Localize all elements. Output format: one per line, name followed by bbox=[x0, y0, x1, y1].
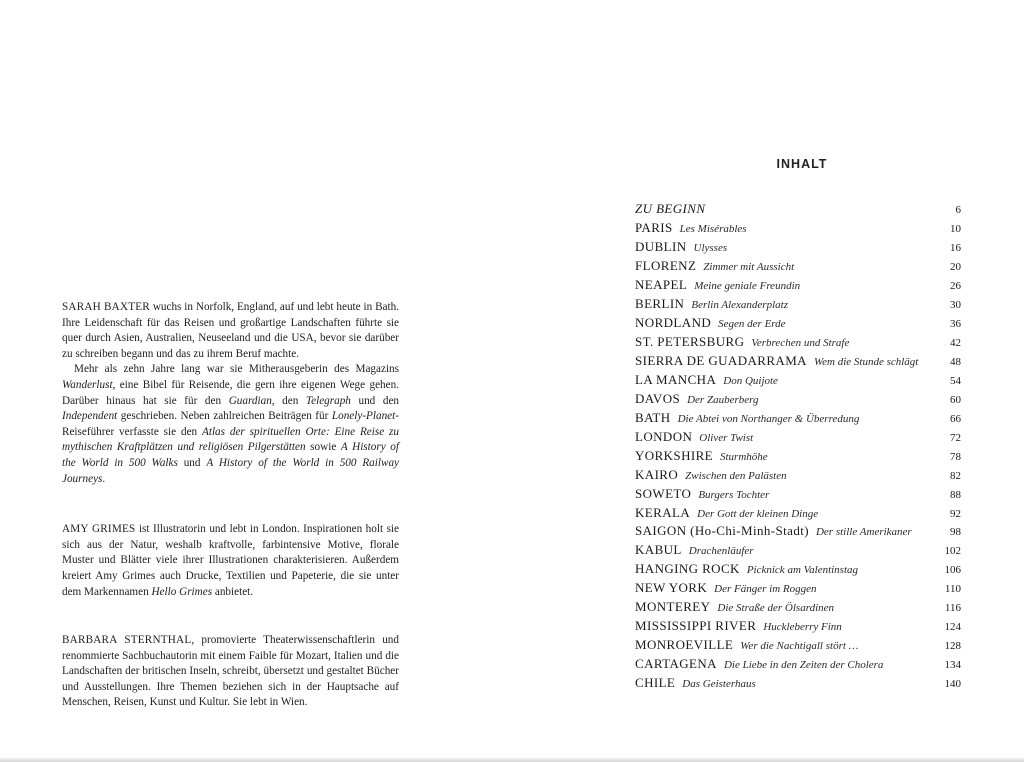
toc-page-number: 82 bbox=[950, 469, 961, 482]
toc-place: CHILE bbox=[635, 675, 676, 691]
newspaper-title: Guardian bbox=[228, 394, 272, 407]
toc-entry bbox=[635, 448, 961, 467]
toc-work: Les Misérables bbox=[679, 222, 747, 235]
toc-page-number: 10 bbox=[950, 222, 961, 235]
toc-entry bbox=[635, 505, 961, 524]
toc-place: BERLIN bbox=[635, 295, 685, 311]
toc-page-number: 98 bbox=[950, 526, 961, 539]
bio-sarah-paragraph-1 bbox=[62, 300, 399, 362]
page-bottom-edge bbox=[0, 758, 1024, 762]
toc-page-number: 60 bbox=[950, 393, 961, 406]
toc-entry bbox=[635, 258, 961, 277]
toc-place: LONDON bbox=[635, 428, 693, 444]
toc-page-number: 78 bbox=[950, 450, 961, 463]
toc-entry bbox=[635, 637, 961, 656]
toc-place: KAIRO bbox=[635, 466, 679, 482]
toc-entry bbox=[635, 220, 961, 239]
bio-text: wuchs in Norfolk, England, auf und lebt heute in Bath. Ihre Leidenschaft für das Reisen und großartige Landschaften führte sie quer durch Asien, Australien, Neuseeland und die USA, bevor sie darüber zu schreiben begann und das zu ihrem Beruf machte. bbox=[62, 301, 399, 360]
bio-sarah-paragraph-2 bbox=[62, 362, 399, 487]
toc-work: Das Geisterhaus bbox=[682, 678, 756, 691]
bio-text: ist Illustratorin und lebt in London. Inspirationen holt sie sich aus der Natur, weshalb kraftvolle, farbintensive Motive, florale Muster und Blätter viele ihrer Illustrationen charakterisieren. Außerdem kreiert Amy Grimes auch Drucke, Textilien und Papeterie, die sie unter dem Markennamen bbox=[62, 523, 399, 598]
toc-work: Die Abtei von Northanger & Überredung bbox=[677, 412, 860, 425]
toc-work: Die Straße der Ölsardinen bbox=[717, 602, 835, 615]
bio-sarah-baxter bbox=[62, 300, 399, 487]
toc-work: Berlin Alexanderplatz bbox=[691, 298, 788, 311]
author-name: SARAH BAXTER bbox=[62, 301, 150, 313]
bio-barbara-paragraph bbox=[62, 633, 399, 711]
toc-work: Die Liebe in den Zeiten der Cholera bbox=[723, 659, 884, 672]
author-name: AMY GRIMES bbox=[62, 523, 136, 536]
toc-entry bbox=[635, 561, 961, 580]
toc-work: Sturmhöhe bbox=[720, 450, 768, 463]
newspaper-title: Telegraph bbox=[305, 394, 351, 407]
toc-entry bbox=[635, 467, 961, 486]
bio-text: , eine Bibel für Reisende, die gern ihre eigenen Wege gehen. Darüber hinaus hat sie für den bbox=[62, 378, 399, 407]
bio-barbara-sternthal bbox=[62, 633, 399, 711]
toc-place: KERALA bbox=[635, 504, 691, 520]
toc-place: SIERRA DE GUADARRAMA bbox=[635, 352, 807, 368]
toc-page-number: 16 bbox=[950, 241, 961, 254]
toc-place: ZU BEGINN bbox=[635, 201, 706, 216]
toc-entry bbox=[635, 372, 961, 391]
toc-work: Verbrechen und Strafe bbox=[751, 336, 850, 349]
bio-text: , den bbox=[271, 394, 306, 407]
toc-entry bbox=[635, 523, 961, 542]
toc-work: Meine geniale Freundin bbox=[694, 279, 801, 292]
toc-place: NEW YORK bbox=[635, 580, 708, 596]
toc-entry bbox=[635, 296, 961, 315]
toc-place: NORDLAND bbox=[635, 314, 712, 330]
toc-work: Ulysses bbox=[693, 241, 728, 254]
toc-place: ST. PETERSBURG bbox=[635, 333, 745, 349]
toc-entry bbox=[635, 580, 961, 599]
publisher-title: Lonely-Planet bbox=[331, 410, 396, 423]
toc-page-number: 102 bbox=[944, 545, 961, 558]
toc-entry bbox=[635, 315, 961, 334]
bio-text: sowie bbox=[305, 441, 341, 454]
toc-page-number: 140 bbox=[944, 678, 961, 691]
toc-work: Burgers Tochter bbox=[698, 488, 770, 501]
toc-entry bbox=[635, 599, 961, 618]
toc-place: FLORENZ bbox=[635, 257, 697, 273]
author-bios bbox=[62, 300, 399, 711]
toc-page-number: 124 bbox=[944, 621, 961, 634]
toc-work: Zimmer mit Aussicht bbox=[703, 260, 795, 273]
toc-place: DUBLIN bbox=[635, 238, 687, 254]
toc-entry bbox=[635, 277, 961, 296]
toc-page-number: 106 bbox=[944, 564, 961, 577]
magazine-title: Wanderlust bbox=[62, 378, 113, 391]
toc-place: NEAPEL bbox=[635, 276, 688, 292]
bio-text: . bbox=[102, 472, 106, 485]
toc-page-number: 36 bbox=[950, 317, 961, 330]
toc-work: Picknick am Valentinstag bbox=[746, 564, 859, 577]
toc-page-number: 72 bbox=[950, 431, 961, 444]
toc-title: INHALT bbox=[776, 157, 828, 171]
book-title: Atlas der spirituellen Orte: Eine Reise zu mythischen Kraftplätzen und religiösen Pilgerstätten bbox=[62, 425, 399, 454]
toc-work: Der Zauberberg bbox=[687, 393, 759, 406]
author-name: BARBARA STERNTHAL bbox=[62, 634, 192, 647]
toc-place: MONTEREY bbox=[635, 599, 711, 615]
book-title: A History of the World in 500 Walks bbox=[62, 441, 399, 469]
bio-text: anbietet. bbox=[212, 585, 254, 598]
bio-amy-paragraph bbox=[62, 522, 399, 600]
bio-text: -Reiseführer verfasste sie den bbox=[62, 410, 399, 438]
toc-page-number: 20 bbox=[950, 260, 961, 273]
toc-place: YORKSHIRE bbox=[635, 447, 713, 463]
newspaper-title: Independent bbox=[62, 410, 118, 423]
toc-page-number: 42 bbox=[950, 336, 961, 349]
toc-work: Segen der Erde bbox=[718, 317, 786, 330]
toc-entry bbox=[635, 429, 961, 448]
toc-entry bbox=[635, 656, 961, 675]
toc-page-number: 48 bbox=[950, 355, 961, 368]
toc-entry bbox=[635, 486, 961, 505]
toc-work: Oliver Twist bbox=[699, 431, 754, 444]
toc-work: Huckleberry Finn bbox=[763, 621, 842, 634]
toc-place: LA MANCHA bbox=[635, 371, 717, 387]
brand-name: Hello Grimes bbox=[151, 585, 213, 598]
toc-entry bbox=[635, 239, 961, 258]
toc-work: Don Quijote bbox=[723, 374, 778, 387]
toc-place: MONROEVILLE bbox=[635, 637, 734, 653]
table-of-contents bbox=[635, 201, 961, 694]
toc-work: Der Fänger im Roggen bbox=[714, 583, 817, 596]
toc-work: Wem die Stunde schlägt bbox=[813, 355, 919, 368]
bio-amy-grimes bbox=[62, 522, 399, 600]
toc-page-number: 92 bbox=[950, 507, 961, 520]
toc-entry bbox=[635, 675, 961, 694]
toc-page-number: 128 bbox=[944, 640, 961, 653]
toc-work: Zwischen den Palästen bbox=[685, 469, 787, 482]
toc-place: SAIGON (Ho-Chi-Minh-Stadt) bbox=[635, 523, 809, 539]
toc-place: HANGING ROCK bbox=[635, 561, 740, 577]
toc-place: BATH bbox=[635, 409, 671, 425]
toc-work: Der stille Amerikaner bbox=[815, 526, 912, 539]
toc-entry bbox=[635, 391, 961, 410]
toc-work: Wer die Nachtigall stört … bbox=[740, 640, 859, 653]
toc-page-number: 6 bbox=[955, 204, 961, 216]
toc-work: Drachenläufer bbox=[688, 545, 754, 558]
toc-entry bbox=[635, 201, 961, 220]
toc-place: CARTAGENA bbox=[635, 656, 717, 672]
toc-entry bbox=[635, 334, 961, 353]
toc-page-number: 116 bbox=[944, 602, 961, 615]
toc-place: DAVOS bbox=[635, 390, 681, 406]
toc-page-number: 110 bbox=[944, 583, 961, 596]
bio-text: Mehr als zehn Jahre lang war sie Mitherausgeberin des Magazins bbox=[74, 363, 399, 376]
bio-text: und bbox=[177, 456, 207, 469]
toc-page-number: 54 bbox=[950, 374, 961, 387]
toc-place: KABUL bbox=[635, 542, 682, 558]
toc-place: PARIS bbox=[635, 219, 673, 235]
toc-page-number: 134 bbox=[944, 659, 961, 672]
toc-place: SOWETO bbox=[635, 485, 692, 501]
toc-page-number: 88 bbox=[950, 488, 961, 501]
toc-entry bbox=[635, 618, 961, 637]
toc-place: MISSISSIPPI RIVER bbox=[635, 618, 757, 634]
bio-text: geschrieben. Neben zahlreichen Beiträgen für bbox=[117, 410, 332, 423]
toc-entry bbox=[635, 410, 961, 429]
bio-text: , promovierte Theaterwissenschaftlerin und renommierte Sachbuchautorin mit einem Faible für Mozart, Italien und die Landschaften der britischen Inseln, schreibt, übersetzt und gestaltet Bücher und Ausstellungen. Ihre Themen beziehen sich in der Hauptsache auf Menschen, Reisen, Kunst und Kultur. Sie lebt in Wien. bbox=[62, 634, 399, 709]
toc-entry bbox=[635, 542, 961, 561]
toc-page-number: 30 bbox=[950, 298, 961, 311]
book-title: A History of the World in 500 Railway Journeys bbox=[62, 456, 400, 485]
toc-page-number: 26 bbox=[950, 279, 961, 292]
toc-page-number: 66 bbox=[950, 412, 961, 425]
toc-work: Der Gott der kleinen Dinge bbox=[697, 507, 819, 520]
toc-entry bbox=[635, 353, 961, 372]
bio-text: und den bbox=[350, 394, 399, 407]
